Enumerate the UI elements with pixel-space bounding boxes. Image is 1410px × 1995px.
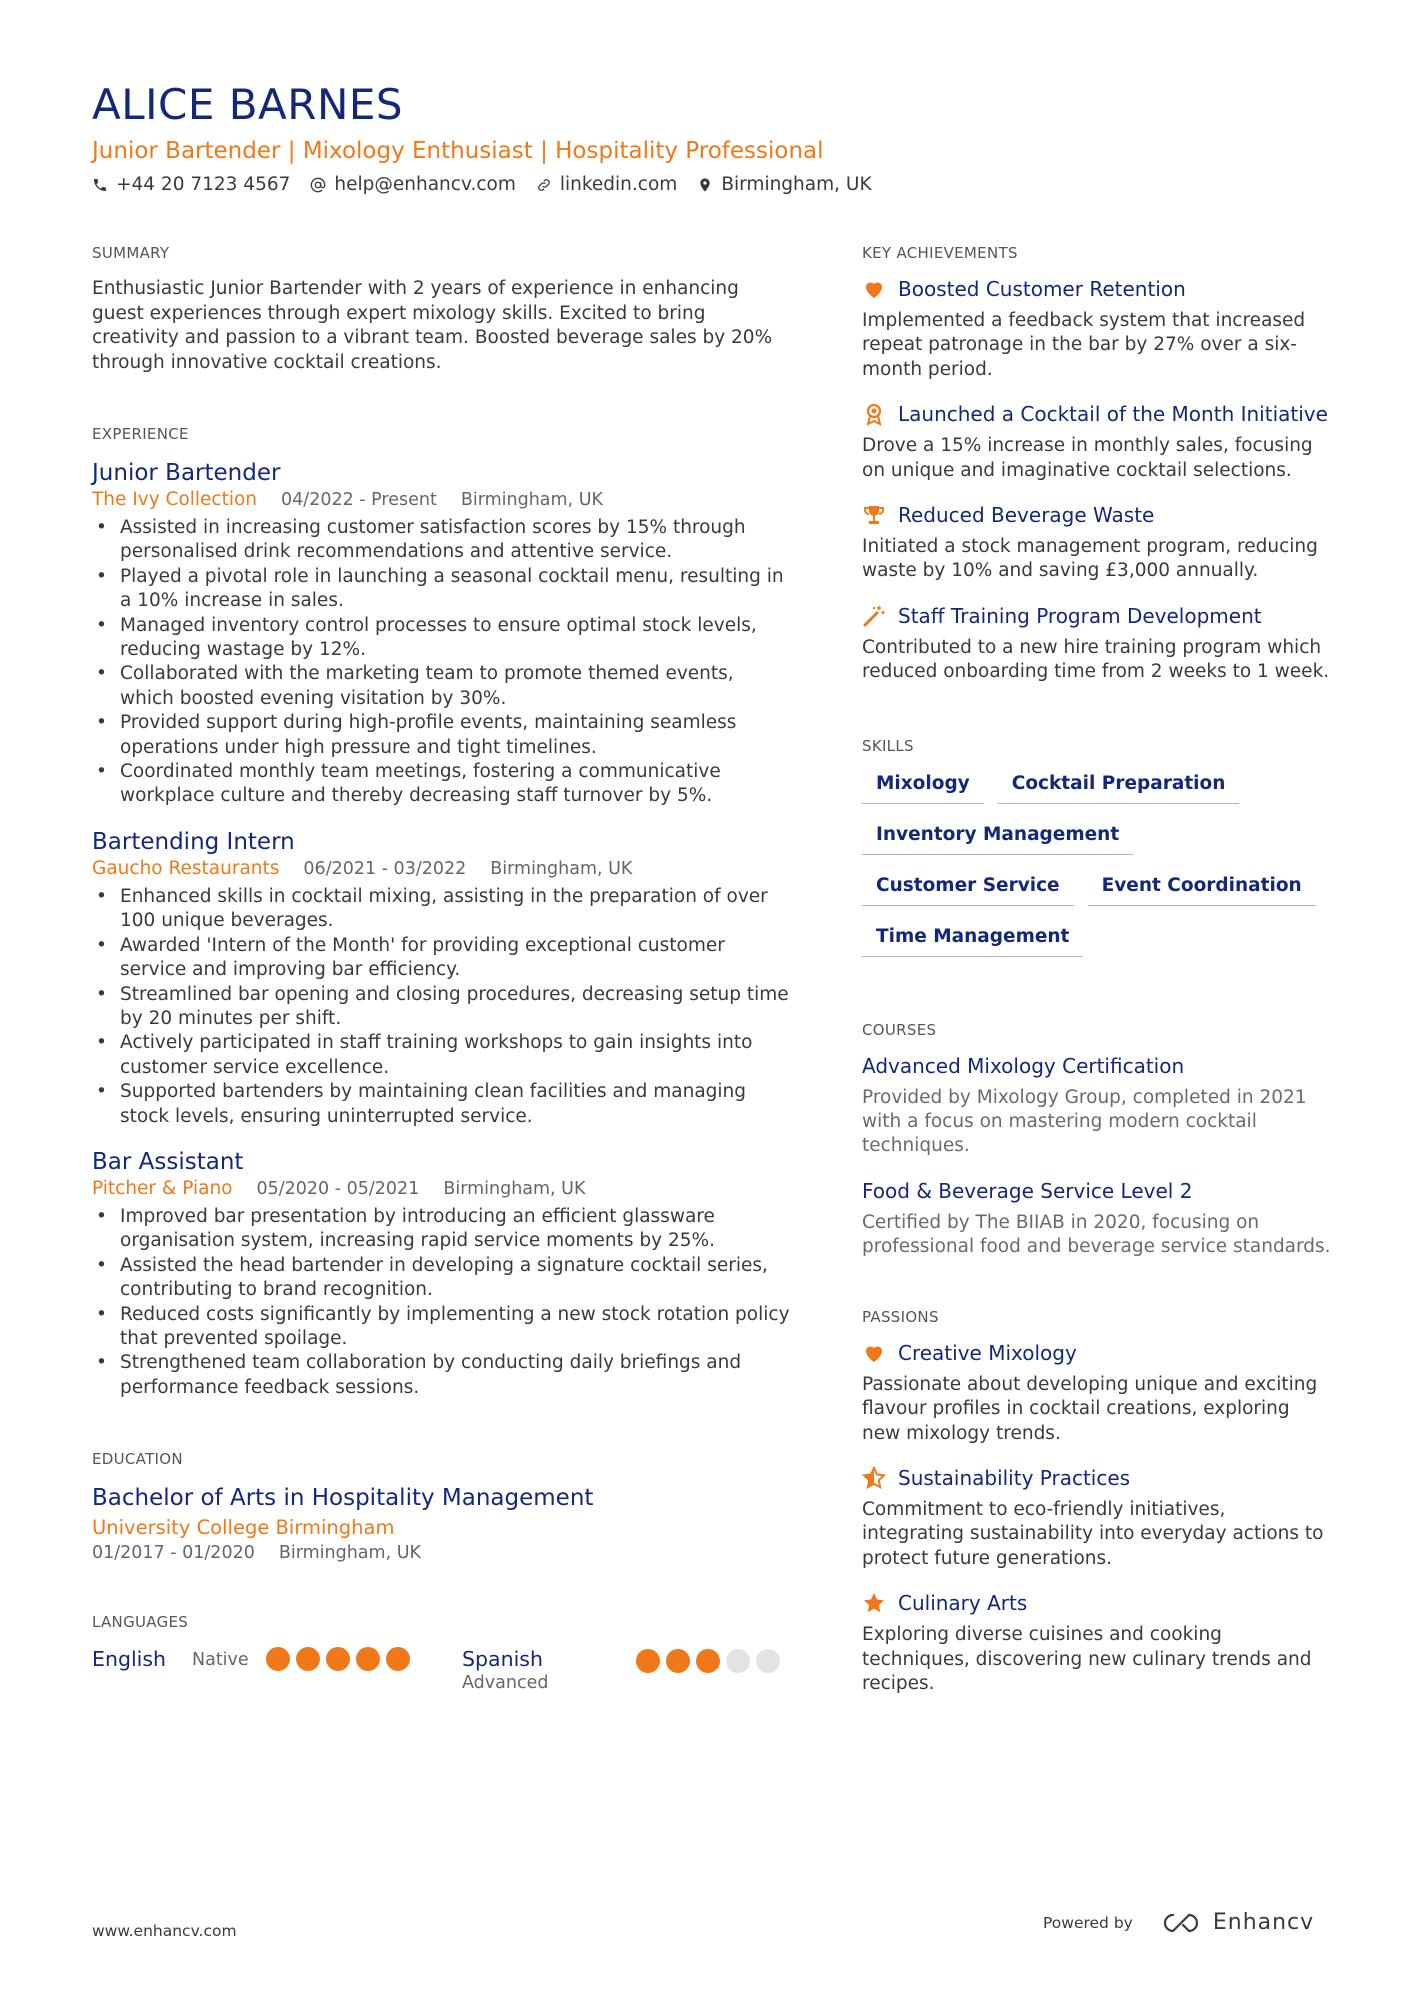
job-company: The Ivy Collection: [92, 489, 258, 510]
achievement-desc: Initiated a stock management program, reducing waste by 10% and saving £3,000 annually.: [862, 536, 1318, 582]
section-title-achievements: KEY ACHIEVEMENTS: [862, 244, 1018, 262]
skill-tag: Mixology: [862, 773, 984, 804]
magic-wand-icon: [862, 604, 886, 628]
passion-item: [862, 1591, 1332, 1696]
job-title: Bartending Intern: [92, 828, 295, 855]
contact-linkedin[interactable]: [536, 174, 677, 195]
course-title: Food & Beverage Service Level 2: [862, 1178, 1193, 1203]
right-column: [862, 244, 1332, 1696]
education-meta: [92, 1543, 792, 1563]
job-title: Junior Bartender: [92, 460, 281, 486]
job-bullet: • Enhanced skills in cocktail mixing, assisting in the preparation of over 100 unique beverages.: [92, 885, 792, 934]
job-company: Pitcher & Piano: [92, 1177, 233, 1199]
achievement-header: [862, 503, 1332, 527]
language-rating: [266, 1647, 416, 1671]
job-bullets: [92, 1205, 792, 1400]
skill-row: [862, 773, 1332, 804]
language-level: Native: [192, 1650, 249, 1671]
education-section: [92, 1450, 792, 1563]
contact-location: [697, 174, 871, 195]
achievement-title: Reduced Beverage Waste: [898, 503, 1155, 528]
skill-list: [862, 773, 1332, 957]
rating-dot-filled: [266, 1647, 290, 1671]
rating-dot-filled: [696, 1649, 720, 1673]
trophy-icon: [862, 503, 886, 527]
language-list: [92, 1647, 792, 1693]
star-half-icon: [862, 1466, 886, 1490]
enhancv-logo[interactable]: [1159, 1910, 1314, 1935]
section-title-languages: LANGUAGES: [92, 1613, 189, 1632]
passion-item: [862, 1341, 1332, 1446]
contact-bar: [92, 174, 892, 195]
passion-title: Creative Mixology: [898, 1340, 1077, 1365]
skill-tag: Inventory Management: [862, 824, 1133, 855]
rating-dot-filled: [636, 1649, 660, 1673]
passion-desc: Passionate about developing unique and exciting flavour profiles in cocktail creations, exploring new mixology trends.: [862, 1373, 1318, 1444]
job-bullet: • Strengthened team collaboration by conducting daily briefings and performance feedback sessions.: [92, 1351, 792, 1400]
job-company: Gaucho Restaurants: [92, 857, 280, 879]
education-dates: 01/2017 - 01/2020: [92, 1543, 255, 1564]
rating-dot-filled: [326, 1647, 350, 1671]
star-icon: [862, 1591, 886, 1615]
job-meta: [92, 489, 792, 510]
job-bullet: • Managed inventory control processes to ensure optimal stock levels, reducing wastage by 12%.: [92, 614, 792, 663]
passion-header: [862, 1466, 1332, 1490]
footer-branding: [1043, 1910, 1314, 1935]
footer-website[interactable]: www.enhancv.com: [92, 1922, 237, 1940]
skill-row: [862, 926, 1332, 957]
course-item: [862, 1054, 1332, 1159]
achievement-desc: Implemented a feedback system that increased repeat patronage in the bar by 27% over a six-month period.: [862, 310, 1306, 380]
school-name: University College Birmingham: [92, 1516, 395, 1540]
achievement-item: [862, 402, 1332, 483]
achievement-item: [862, 604, 1332, 685]
job-bullet: • Assisted in increasing customer satisfaction scores by 15% through personalised drink recommendations and attentive service.: [92, 516, 792, 565]
language-item: [92, 1647, 462, 1671]
skill-tag: Event Coordination: [1088, 875, 1316, 906]
candidate-headline: Junior Bartender | Mixology Enthusiast | Hospitality Professional: [92, 138, 824, 164]
candidate-name: ALICE BARNES: [92, 80, 404, 129]
skill-tag: Cocktail Preparation: [998, 773, 1240, 804]
experience-entry: [92, 1149, 792, 1400]
job-bullet: • Actively participated in staff training workshops to gain insights into customer service excellence.: [92, 1031, 792, 1080]
job-dates: 06/2021 - 03/2022: [303, 858, 467, 879]
education-location: Birmingham, UK: [278, 1543, 421, 1564]
achievement-desc: Drove a 15% increase in monthly sales, focusing on unique and imaginative cocktail selections.: [862, 435, 1313, 481]
contact-phone[interactable]: [92, 174, 290, 195]
passion-header: [862, 1341, 1332, 1365]
job-bullets: [92, 516, 792, 809]
job-bullet: • Supported bartenders by maintaining clean facilities and managing stock levels, ensuring uninterrupted service.: [92, 1080, 792, 1129]
achievement-title: Launched a Cocktail of the Month Initiative: [898, 402, 1328, 427]
powered-by-label: Powered by: [1043, 1913, 1133, 1932]
job-meta: [92, 858, 792, 879]
languages-section: [92, 1613, 792, 1693]
heart-icon: [862, 1341, 886, 1365]
summary-section: [92, 244, 792, 375]
contact-phone-text: +44 20 7123 4567: [116, 174, 291, 195]
job-bullet: • Awarded 'Intern of the Month' for providing exceptional customer service and improving bar efficiency.: [92, 934, 792, 983]
skills-section: [862, 737, 1332, 957]
rating-dot-filled: [386, 1647, 410, 1671]
passion-item: [862, 1466, 1332, 1571]
job-location: Birmingham, UK: [460, 490, 603, 510]
link-icon: [536, 177, 552, 193]
section-title-skills: SKILLS: [862, 736, 914, 755]
course-desc: Certified by The BIIAB in 2020, focusing on professional food and beverage service standards.: [862, 1211, 1331, 1258]
language-level: Advanced: [462, 1673, 549, 1694]
language-name: Spanish: [462, 1647, 543, 1672]
rating-dot-filled: [666, 1649, 690, 1673]
section-title-experience: EXPERIENCE: [92, 425, 189, 443]
course-title: Advanced Mixology Certification: [862, 1053, 1185, 1078]
job-meta: [92, 1178, 792, 1199]
section-title-passions: PASSIONS: [862, 1307, 939, 1326]
language-item: [462, 1647, 786, 1693]
section-title-courses: COURSES: [862, 1020, 937, 1039]
achievement-header: [862, 604, 1332, 628]
job-dates: 05/2020 - 05/2021: [256, 1178, 420, 1199]
language-rating: [636, 1649, 786, 1673]
degree-title: Bachelor of Arts in Hospitality Management: [92, 1485, 594, 1512]
skill-tag: Customer Service: [862, 875, 1074, 906]
contact-email-text: help@enhancv.com: [334, 174, 516, 195]
achievement-desc: Contributed to a new hire training program which reduced onboarding time from 2 weeks to 1 week.: [862, 636, 1330, 683]
achievement-header: [862, 402, 1332, 426]
job-bullet: • Assisted the head bartender in developing a signature cocktail series, contributing to brand recognition.: [92, 1254, 792, 1303]
job-bullets: [92, 885, 792, 1129]
job-dates: 04/2022 - Present: [281, 490, 437, 510]
achievement-title: Boosted Customer Retention: [898, 277, 1186, 301]
location-pin-icon: [697, 177, 713, 193]
experience-entry: [92, 829, 792, 1129]
contact-linkedin-text: linkedin.com: [559, 174, 678, 195]
skill-row: [862, 824, 1332, 855]
achievement-title: Staff Training Program Development: [898, 603, 1262, 628]
rating-dot-filled: [296, 1647, 320, 1671]
skill-tag: Time Management: [862, 926, 1083, 957]
section-title-summary: SUMMARY: [92, 244, 170, 262]
section-title-education: EDUCATION: [92, 1450, 183, 1469]
rating-dot-filled: [356, 1647, 380, 1671]
phone-icon: [92, 177, 108, 193]
skill-row: [862, 875, 1332, 906]
achievement-item: [862, 277, 1332, 382]
job-bullet: • Collaborated with the marketing team to promote themed events, which boosted evening visitation by 30%.: [92, 662, 792, 711]
at-icon: [310, 177, 326, 193]
heart-icon: [862, 277, 886, 301]
language-text: [462, 1647, 636, 1693]
achievements-section: [862, 244, 1332, 685]
job-location: Birmingham, UK: [443, 1178, 586, 1199]
language-name: English: [92, 1647, 167, 1672]
job-bullet: • Provided support during high-profile events, maintaining seamless operations under high pressure and tight timelines.: [92, 711, 792, 760]
passions-section: [862, 1308, 1332, 1697]
passion-desc: Commitment to eco-friendly initiatives, integrating sustainability into everyday actions to protect future generations.: [862, 1498, 1324, 1569]
passion-title: Culinary Arts: [898, 1591, 1028, 1616]
experience-entry: [92, 460, 792, 809]
passion-header: [862, 1591, 1332, 1615]
contact-email[interactable]: [310, 174, 515, 195]
summary-text: Enthusiastic Junior Bartender with 2 years of experience in enhancing guest experiences through expert mixology skills. Excited to bring creativity and passion to a vibrant team. Boosted beverage sales by 20% through innovative cocktail creations.: [92, 278, 773, 373]
job-bullet: • Played a pivotal role in launching a seasonal cocktail menu, resulting in a 10% increase in sales.: [92, 565, 792, 614]
enhancv-logo-icon: [1159, 1911, 1205, 1935]
achievement-item: [862, 503, 1332, 584]
course-desc: Provided by Mixology Group, completed in 2021 with a focus on mastering modern cocktail techniques.: [862, 1086, 1307, 1157]
job-bullet: • Improved bar presentation by introducing an efficient glassware organisation system, increasing rapid service moments by 25%.: [92, 1205, 792, 1254]
achievement-header: [862, 277, 1332, 301]
award-ribbon-icon: [862, 402, 886, 426]
courses-section: [862, 1021, 1332, 1260]
brand-name: Enhancv: [1212, 1910, 1315, 1935]
job-bullet: • Streamlined bar opening and closing procedures, decreasing setup time by 20 minutes per shift.: [92, 983, 792, 1032]
rating-dot-empty: [756, 1649, 780, 1673]
job-bullet: • Reduced costs significantly by implementing a new stock rotation policy that prevented spoilage.: [92, 1303, 792, 1352]
rating-dot-empty: [726, 1649, 750, 1673]
course-item: [862, 1179, 1332, 1260]
job-title: Bar Assistant: [92, 1148, 244, 1175]
experience-section: [92, 425, 792, 1400]
passion-title: Sustainability Practices: [898, 1465, 1131, 1490]
job-location: Birmingham, UK: [490, 858, 633, 879]
passion-desc: Exploring diverse cuisines and cooking techniques, discovering new culinary trends and recipes.: [862, 1624, 1312, 1694]
job-bullet: • Coordinated monthly team meetings, fostering a communicative workplace culture and thereby decreasing staff turnover by 5%.: [92, 760, 792, 809]
contact-location-text: Birmingham, UK: [721, 174, 872, 195]
left-column: [92, 244, 792, 1693]
